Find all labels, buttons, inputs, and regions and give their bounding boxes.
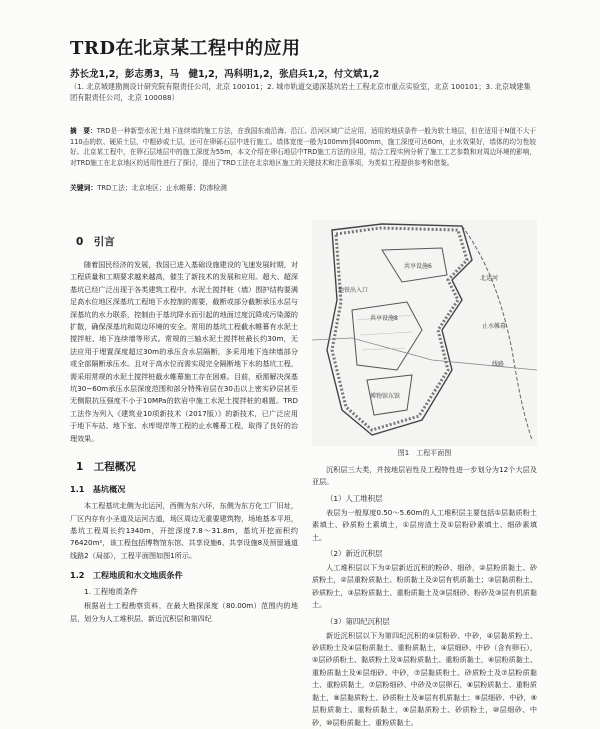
layer-3-heading: （3）第四纪沉积层 xyxy=(326,616,390,626)
left-column xyxy=(70,220,298,625)
author-list: 苏长龙1,2，彭志勇3，马 健1,2，冯科明1,2，张启兵1,2，付文斌1,2 xyxy=(70,69,380,80)
site-plan-figure xyxy=(312,220,537,446)
keywords xyxy=(70,182,536,192)
label-station-exit: 地铁出入口 xyxy=(338,287,369,294)
intro-heading: 0 引言 xyxy=(76,236,115,248)
layer-2-paragraph: 人工堆积层以下为②层新近沉积的粉砂、细砂，②层粉质黏土、砂质粉土，②层重粉质黏土、粉质黏土及②层有机质黏土；③层黏质粉土、砂质粉土，③层粉质黏土、重粉质黏土及③层细砂、粉砂及③层有机质黏土。 xyxy=(312,563,537,610)
section-1-heading: 1 工程概况 xyxy=(76,461,136,474)
section-1-1-paragraph: 本工程基坑北侧为北运河，西侧为东六环，东侧为东方化工厂旧址，厂区内存有小圣道及运河古道，场区周边无重要建筑物，场地基本平坦，基坑工程周长约1340m，开挖深度7.8～31.8m，基坑开挖面积约76420m²，该工程包括博物馆东馆、共享设施6、共享设施8及预留通道线路2（局部），工程平面图如图1所示。 xyxy=(70,501,298,560)
layer-1-paragraph: 表层为一般厚度0.50～5.60m的人工堆积层主要包括①层黏质粉土素填土、砂质粉土素填土，①层房渣土及①层粉砂素填土、细砂素填土。 xyxy=(312,507,537,542)
section-1-1-heading: 1.1 基坑概况 xyxy=(70,484,126,495)
right-column xyxy=(312,220,537,729)
paper-title: TRD在北京某工程中的应用 xyxy=(70,38,301,59)
site-plan-drawing xyxy=(312,220,537,446)
layer-3-paragraph: 新近沉积层以下为第四纪沉积的④层粉砂、中砂，④层黏质粉土、砂质粉土及④层粉质黏土、重粉质黏土，④层细砂、中砂（含有卵石），⑤层砂质粉土、黏质粉土及⑤层粉质黏土、重粉质黏土，⑥层粉质黏土、重粉质黏土及⑥层细砂、中砂，⑦层黏质粉土、砂质粉土及⑦层粉质黏土、重粉质黏土，⑦层粉细砂、中砂及⑦层卵石，⑧层粉质黏土、重粉质黏土，⑧层黏质粉土、砂质粉土及⑧层有机质黏土；⑨层细砂、中砂，⑨层粉质黏土、重粉质黏土，⑨层黏质粉土、砂质粉土，⑩层细砂、中砂，⑩层粉质黏土、重粉质黏土。 xyxy=(312,630,537,727)
keywords-text: TRD工法；北京地区；止水帷幕；防渗检测 xyxy=(97,184,227,192)
section-1-2-1-paragraph: 根据岩土工程勘察资料，在最大勘探深度（80.00m）范围内的地层，划分为人工堆积层、新近沉积层和第四纪 xyxy=(70,601,298,623)
layer-2-heading: （2）新近沉积层 xyxy=(326,549,383,559)
section-1-2-1-heading: 1. 工程地质条件 xyxy=(84,587,138,597)
abstract-text: TRD是一种新型水泥土地下连续墙的施工方法，在我国东南沿海、沿江、沿河区域广泛应用，适用的地质条件一般为软土地层，但在适用于N值不大于110击的软、硬质土层，中粗砂或土层，还可在卵砾石层中进行施工。墙体宽度一般为100mm到400mm，施工深度可达60m，止水效果好，墙体的均匀性较好。北京某工程中，在卵石层地层中的施工深度为55m，本文介绍在卵石地层中TRD施工方法的应用，结合工程实例分析了施工工艺参数和对周边环境的影响，对TRD施工在北京地区的适用性进行了探讨，提出了TRD工法在北京地区施工的关键技术和注意事项，为类似工程提供参考和借鉴。 xyxy=(70,127,537,167)
section-1-2-heading: 1.2 工程地质和水文地质条件 xyxy=(70,570,183,581)
layer-1-heading: （1）人工堆积层 xyxy=(326,493,383,503)
label-axis: 线路 xyxy=(492,361,505,368)
label-shared-6: 共享设施6 xyxy=(404,263,432,270)
intro-paragraph: 随着国民经济的发展，我国已进入基础设施建设的飞速发展时期，对工程质量和工期要求越来越高，催生了新技术的发展和应用。超大、超深基坑已经广泛出现于各类建筑工程中，水泥土搅拌桩（墙）围护结构要满足高水位地区深基坑工程地下水控制的需要，截断或部分截断承压水层与深基坑的水力联系，控制由于基坑降水而引起的地面过度沉降或污染源的扩散，确保深基坑和周边环境的安全。常用的基坑工程截水帷幕有水泥土搅拌桩、地下连续墙等形式。常规的三轴水泥土搅拌桩最长约30m，无法应用于埋置深度超过30m的承压含水层隔断，多采用地下连续墙部分或全部隔断承压水。且对于高水位而需实现完全隔断地下水的基坑工程，需采用常规的水泥土搅拌桩截水帷幕施工存在困难。目前，亟需解决深基坑30~60m承压水层深度范围和部分特殊岩层在30击以上密实砂层甚至无侧限抗压强度不小于10MPa的软岩中施工水泥土搅拌桩的难题。TRD工法作为列入《建筑业10项新技术（2017版）》的新技术，已广泛应用于地下车站、地下室、水库堤岸等工程的止水帷幕工程，取得了良好的治理效果。 xyxy=(70,260,298,443)
keywords-label: 关键词： xyxy=(70,184,98,192)
abstract xyxy=(70,126,536,168)
label-shared-8: 共享设施8 xyxy=(370,315,398,322)
label-river: 北运河 xyxy=(480,275,499,282)
abstract-label: 摘 要： xyxy=(70,127,97,135)
layers-intro-paragraph: 沉积层三大类，并按地层岩性及工程特性进一步划分为12个大层及亚层。 xyxy=(312,465,537,487)
label-well: 止水帷幕 xyxy=(482,323,507,330)
figure-caption: 图1 工程平面图 xyxy=(397,449,452,457)
label-museum: 博物馆东馆 xyxy=(370,393,401,400)
affiliations: （1. 北京城建勘测设计研究院有限责任公司，北京 100101；2. 城市轨道交通深基坑岩土工程北京市重点实验室，北京 100101；3. 北京城建集团有限责任公司，北京 100088） xyxy=(70,82,531,102)
